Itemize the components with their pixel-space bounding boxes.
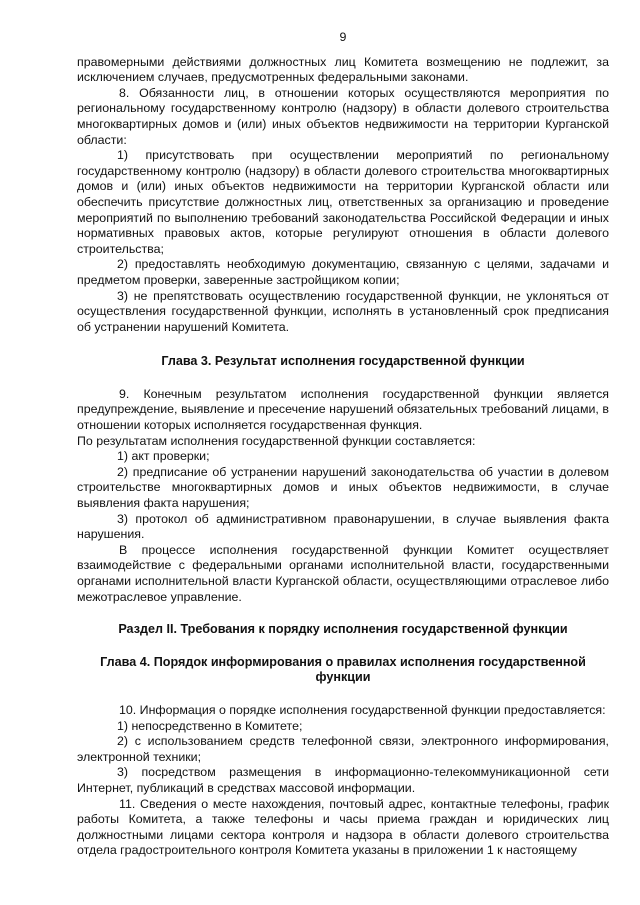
chapter-3-heading: Глава 3. Результат исполнения государственной функции	[161, 354, 525, 369]
section-2-heading: Раздел II. Требования к порядку исполнения государственной функции	[118, 622, 568, 637]
paragraph-8-item-3: 3) не препятствовать осуществлению государственной функции, не уклоняться от осуществления государственной функции, исполнять в установленный срок предписания об устранении нарушений Комитета.	[77, 288, 609, 334]
paragraph-11: 11. Сведения о месте нахождения, почтовый адрес, контактные телефоны, график работы Комитета, а также телефоны и часы приема граждан и юридических лиц должностными лицами сектора контроля и надзора в области долевого строительства отдела градостроительного контроля Комитета указаны в приложении 1 к настоящему	[77, 796, 609, 858]
paragraph-9: 9. Конечным результатом исполнения государственной функции является предупреждение, выявление и пресечение нарушений обязательных требований лицами, в отношении которых исполняется государственная функция.	[77, 386, 609, 433]
paragraph-8: 8. Обязанности лиц, в отношении которых осуществляются мероприятия по региональному государственному контролю (надзору) в области долевого строительства многоквартирных домов и (или) иных объектов недвижимости на территории Курганской области:	[77, 85, 609, 147]
page-number: 9	[339, 30, 347, 44]
paragraph-9-interaction: В процессе исполнения государственной функции Комитет осуществляет взаимодействие с федеральными органами исполнительной власти, государственными органами исполнительной власти Курганской области, осуществляющими отраслевое либо межотраслевое управление.	[77, 542, 609, 604]
paragraph-10: 10. Информация о порядке исполнения государственной функции предоставляется:	[119, 702, 606, 717]
paragraph-9-item-1: 1) акт проверки;	[117, 449, 210, 464]
paragraph-8-item-1: 1) присутствовать при осуществлении мероприятий по региональному государственному контролю (надзору) в области долевого строительства многоквартирных домов и (или) иных объектов недвижимости на территории Курганской области или обеспечить присутствие должностных лиц, ответственных за организацию и проведение мероприятий по выполнению требований законодательства Российской Федерации и иных нормативных правовых актов, которые регулируют отношения в области долевого строительства;	[77, 148, 609, 256]
paragraph-8-item-2: 2) предоставлять необходимую документацию, связанную с целями, задачами и предметом проверки, заверенные застройщиком копии;	[77, 257, 609, 287]
paragraph-9-intro: По результатам исполнения государственной функции составляется:	[77, 433, 476, 448]
paragraph-9-item-3: 3) протокол об административном правонарушении, в случае выявления факта нарушения.	[77, 511, 609, 542]
chapter-4-heading: Глава 4. Порядок информирования о правилах исполнения государственной функции	[100, 654, 586, 685]
paragraph-10-item-3: 3) посредством размещения в информационно-телекоммуникационной сети Интернет, публикаций в средствах массовой информации.	[77, 765, 609, 795]
paragraph-9-item-2: 2) предписание об устранении нарушений законодательства об участии в долевом строительстве многоквартирных домов и иных объектов недвижимости, в случае выявления факта нарушения;	[77, 464, 609, 511]
paragraph-10-item-2: 2) с использованием средств телефонной связи, электронного информирования, электронной техники;	[77, 734, 609, 764]
paragraph-10-item-1: 1) непосредственно в Комитете;	[117, 718, 303, 733]
paragraph-continuation: правомерными действиями должностных лиц Комитета возмещению не подлежит, за исключением случаев, предусмотренных федеральными законами.	[77, 54, 609, 85]
